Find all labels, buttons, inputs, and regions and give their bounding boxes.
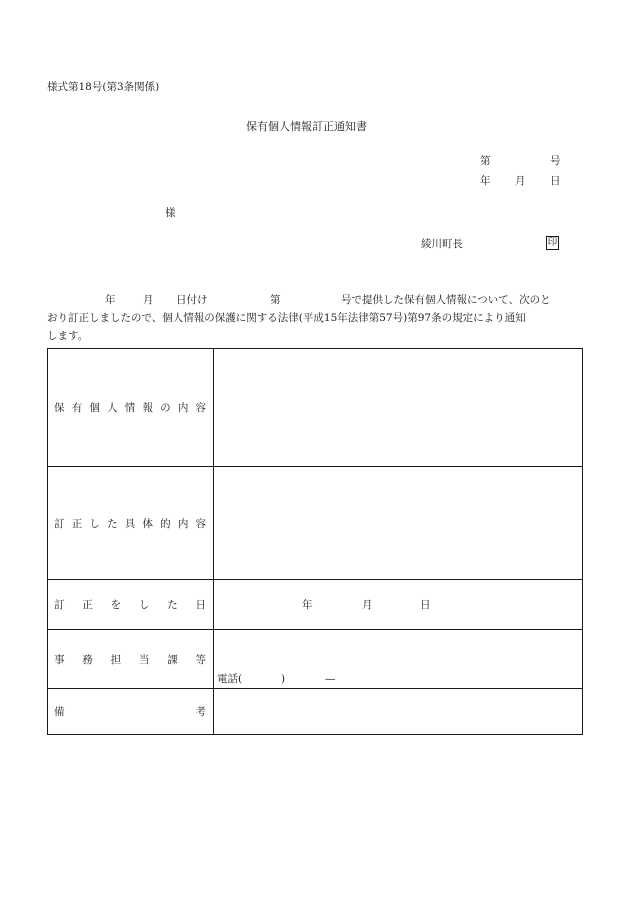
label-char: 事 [54, 654, 65, 666]
document-title: 保有個人情報訂正通知書 [246, 120, 367, 133]
issue-date-month: 月 [515, 175, 526, 187]
label-char: 内 [177, 517, 189, 530]
label-char: 体 [142, 517, 153, 530]
label-char: 有 [71, 402, 83, 414]
table-row [48, 580, 583, 630]
seal-icon: 印 [547, 237, 558, 248]
table-row [48, 689, 583, 735]
row-label-remarks [48, 689, 214, 735]
label-char: 正 [71, 517, 83, 530]
label-char: 担 [110, 654, 122, 666]
body-dai: 第 [270, 294, 281, 306]
form-number: 様式第18号(第3条関係) [47, 81, 160, 93]
value-cell-content[interactable] [214, 349, 583, 467]
label-char: 的 [160, 517, 171, 530]
value-cell-remarks[interactable] [214, 689, 583, 735]
phone-dash: — [325, 673, 336, 685]
label-text-content [54, 400, 206, 415]
correction-date-day: 日 [420, 598, 431, 611]
label-text-department [54, 652, 206, 667]
label-char: の [160, 402, 171, 414]
body-day-dated: 日付け [176, 294, 208, 306]
label-char: 具 [124, 517, 136, 530]
value-cell-department[interactable] [214, 630, 583, 689]
label-char: 内 [177, 402, 189, 414]
body-line3: します。 [47, 330, 89, 342]
label-text-date [54, 597, 206, 612]
phone-label: 電話( [217, 673, 243, 685]
body-line1-rest: 号で提供した保有個人情報について、次のと [341, 294, 551, 306]
label-char: 正 [82, 599, 93, 611]
label-char: し [138, 599, 150, 611]
row-label-date [48, 580, 214, 630]
label-char: を [110, 599, 122, 611]
label-char: 日 [195, 599, 206, 611]
label-char: た [107, 517, 118, 530]
row-label-content [48, 349, 214, 467]
addressee-honorific: 様 [165, 207, 176, 219]
row-label-department [48, 630, 214, 689]
body-line2: おり訂正しましたので、個人情報の保護に関する法律(平成15年法律第57号)第97条の規定により通知 [47, 312, 526, 324]
correction-date-month: 月 [362, 598, 373, 611]
doc-number-dai: 第 [480, 155, 491, 167]
label-text-corrected [54, 516, 206, 531]
issue-date-day: 日 [550, 175, 561, 187]
issuer-seal [546, 236, 559, 250]
label-char: 務 [82, 654, 93, 666]
label-char: 容 [195, 402, 206, 414]
label-char: 備 [54, 706, 65, 718]
body-month: 月 [143, 294, 154, 306]
notification-table [47, 348, 583, 735]
label-char: 訂 [54, 517, 65, 530]
label-char: 報 [142, 402, 153, 414]
label-char: 課 [167, 654, 178, 666]
label-char: 個 [89, 402, 100, 414]
table-row [48, 467, 583, 580]
body-year: 年 [105, 294, 116, 306]
table-row [48, 349, 583, 467]
label-char: 等 [195, 654, 206, 666]
value-cell-corrected[interactable] [214, 467, 583, 580]
phone-line [214, 674, 582, 688]
row-label-corrected [48, 467, 214, 580]
label-char: 容 [195, 517, 206, 530]
correction-date-year: 年 [302, 598, 313, 611]
doc-number-go: 号 [550, 155, 561, 167]
issue-date-year: 年 [480, 175, 491, 187]
label-char: 情 [124, 402, 136, 414]
label-char: 当 [138, 654, 150, 666]
label-char: 訂 [54, 599, 65, 611]
label-char: 人 [107, 402, 118, 414]
table-row [48, 630, 583, 689]
phone-close-paren: ) [281, 673, 286, 685]
label-char: た [167, 599, 178, 611]
label-char: 保 [54, 402, 65, 414]
label-text-remarks [54, 704, 206, 719]
correction-date [214, 598, 582, 612]
label-char: し [89, 517, 100, 530]
issuer-name: 綾川町長 [421, 238, 463, 250]
label-char: 考 [195, 706, 206, 718]
value-cell-date[interactable] [214, 580, 583, 630]
